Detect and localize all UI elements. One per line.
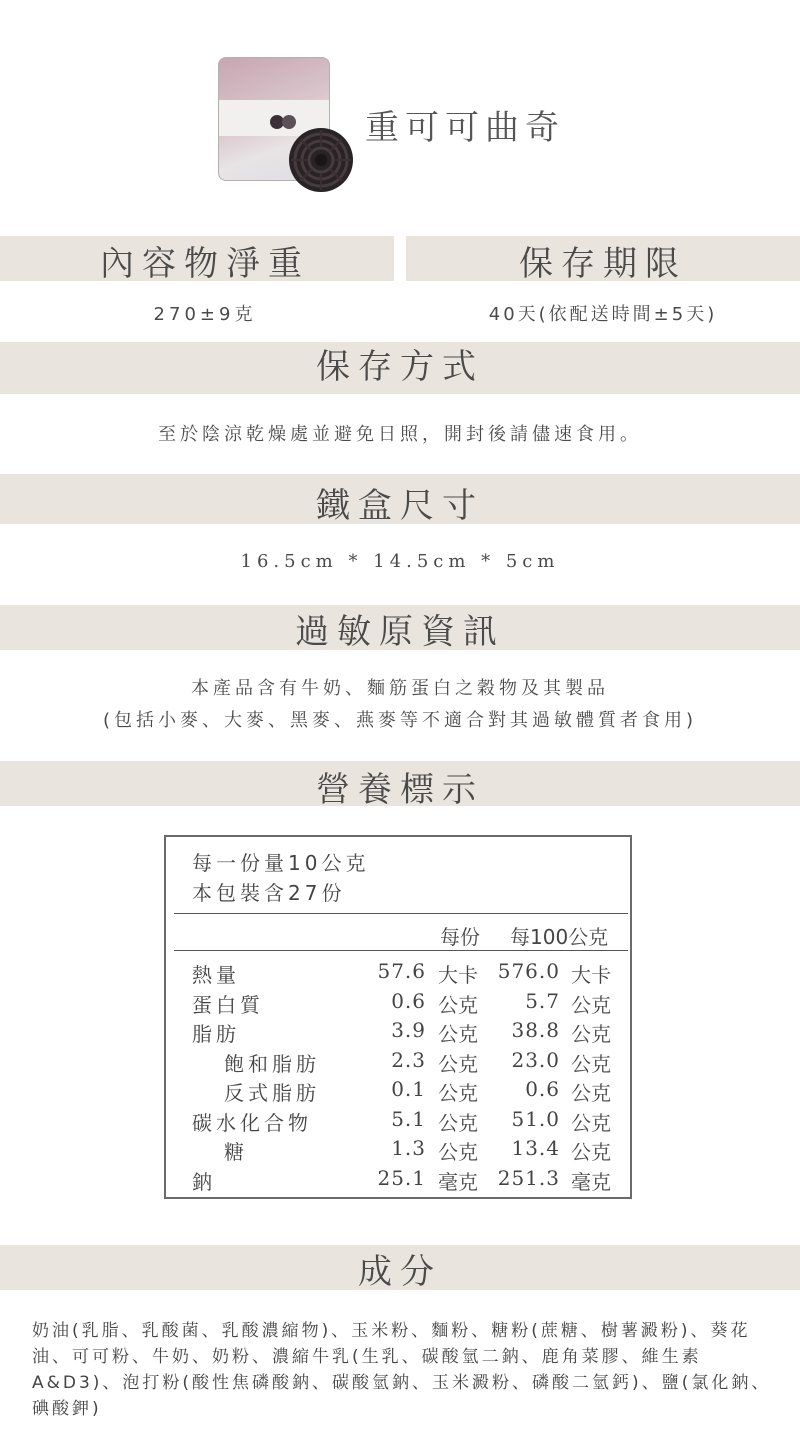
nutrient-name: 糖 [224, 1140, 248, 1164]
per-serving-unit: 公克 [438, 1140, 478, 1164]
shelf-life-value: 40天(依配送時間±5天) [488, 304, 718, 325]
tin-size-title: 鐵盒尺寸 [316, 486, 484, 526]
per-100g-unit: 公克 [571, 992, 611, 1017]
nutrient-name: 飽和脂肪 [224, 1051, 320, 1076]
per-serving-value: 5.1 [391, 1106, 426, 1131]
storage-text: 至於陰涼乾燥處並避免日照，開封後請儘速食用。 [158, 424, 642, 445]
nutrient-name: 鈉 [192, 1169, 216, 1194]
per-serving-unit: 公克 [438, 1110, 478, 1135]
allergen-line2: (包括小麥、大麥、黑麥、燕麥等不適合對其過敏體質者食用) [102, 710, 698, 731]
per-100g-value: 251.3 [497, 1165, 560, 1190]
per-serving-unit: 毫克 [438, 1169, 478, 1194]
serving-size: 每一份量10公克 [192, 851, 370, 875]
per-serving-value: 0.1 [391, 1077, 426, 1101]
nutrient-name: 反式脂肪 [224, 1081, 320, 1105]
per-serving-value: 0.6 [391, 988, 426, 1013]
nutrition-title: 營養標示 [316, 770, 484, 810]
servings-per-package: 本包裝含27份 [192, 881, 346, 905]
nutrient-name: 蛋白質 [192, 992, 264, 1017]
nutrient-name: 熱量 [192, 963, 240, 987]
ingredients-title: 成分 [358, 1252, 442, 1292]
allergen-title: 過敏原資訊 [295, 612, 505, 652]
per-serving-value: 3.9 [391, 1018, 426, 1042]
per-serving-unit: 公克 [438, 1081, 478, 1105]
per-100g-value: 13.4 [511, 1136, 560, 1160]
nutrient-name: 碳水化合物 [192, 1110, 312, 1135]
per-serving-value: 25.1 [377, 1165, 426, 1190]
per-100g-unit: 公克 [571, 1081, 611, 1105]
col-per-100g: 每100公克 [510, 925, 609, 949]
product-name: 重可可曲奇 [365, 108, 565, 148]
ingredients-text: 奶油(乳脂、乳酸菌、乳酸濃縮物)、玉米粉、麵粉、糖粉(蔗糖、樹薯澱粉)、葵花油、可可粉、牛奶、奶粉、濃縮牛乳(生乳、碳酸氫二鈉、鹿角菜膠、維生素A&D3)、泡打粉(酸性焦磷酸鈉、碳酸氫鈉、玉米澱粉、磷酸二氫鈣)、鹽(氯化鈉、碘酸鉀) [32, 1321, 772, 1419]
allergen-line1: 本產品含有牛奶、麵筋蛋白之穀物及其製品 [191, 678, 609, 699]
per-100g-unit: 公克 [571, 1110, 611, 1135]
per-100g-value: 576.0 [497, 959, 560, 983]
per-100g-value: 38.8 [511, 1018, 560, 1042]
per-serving-unit: 公克 [438, 1051, 478, 1076]
net-weight-value: 270±9克 [153, 304, 257, 325]
per-serving-value: 57.6 [377, 959, 426, 983]
per-100g-unit: 公克 [571, 1051, 611, 1076]
per-100g-value: 0.6 [525, 1077, 560, 1101]
tin-size-value: 16.5cm * 14.5cm * 5cm [240, 551, 560, 572]
divider [174, 950, 628, 951]
cookie-image [288, 127, 354, 193]
per-serving-value: 2.3 [391, 1047, 426, 1072]
per-serving-value: 1.3 [391, 1136, 426, 1160]
nutrient-name: 脂肪 [192, 1022, 240, 1046]
nutrition-table [164, 835, 632, 1199]
product-image [218, 57, 330, 181]
divider [174, 913, 628, 914]
col-per-serving: 每份 [440, 925, 480, 949]
per-100g-unit: 公克 [571, 1140, 611, 1164]
per-serving-unit: 大卡 [438, 963, 478, 987]
per-serving-unit: 公克 [438, 1022, 478, 1046]
per-100g-value: 51.0 [511, 1106, 560, 1131]
net-weight-title: 內容物淨重 [100, 244, 310, 284]
shelf-life-title: 保存期限 [519, 244, 687, 284]
per-100g-unit: 公克 [571, 1022, 611, 1046]
per-100g-value: 5.7 [525, 988, 560, 1013]
per-serving-unit: 公克 [438, 992, 478, 1017]
per-100g-unit: 大卡 [571, 963, 611, 987]
per-100g-value: 23.0 [511, 1047, 560, 1072]
per-100g-unit: 毫克 [571, 1169, 611, 1194]
storage-title: 保存方式 [316, 347, 484, 387]
